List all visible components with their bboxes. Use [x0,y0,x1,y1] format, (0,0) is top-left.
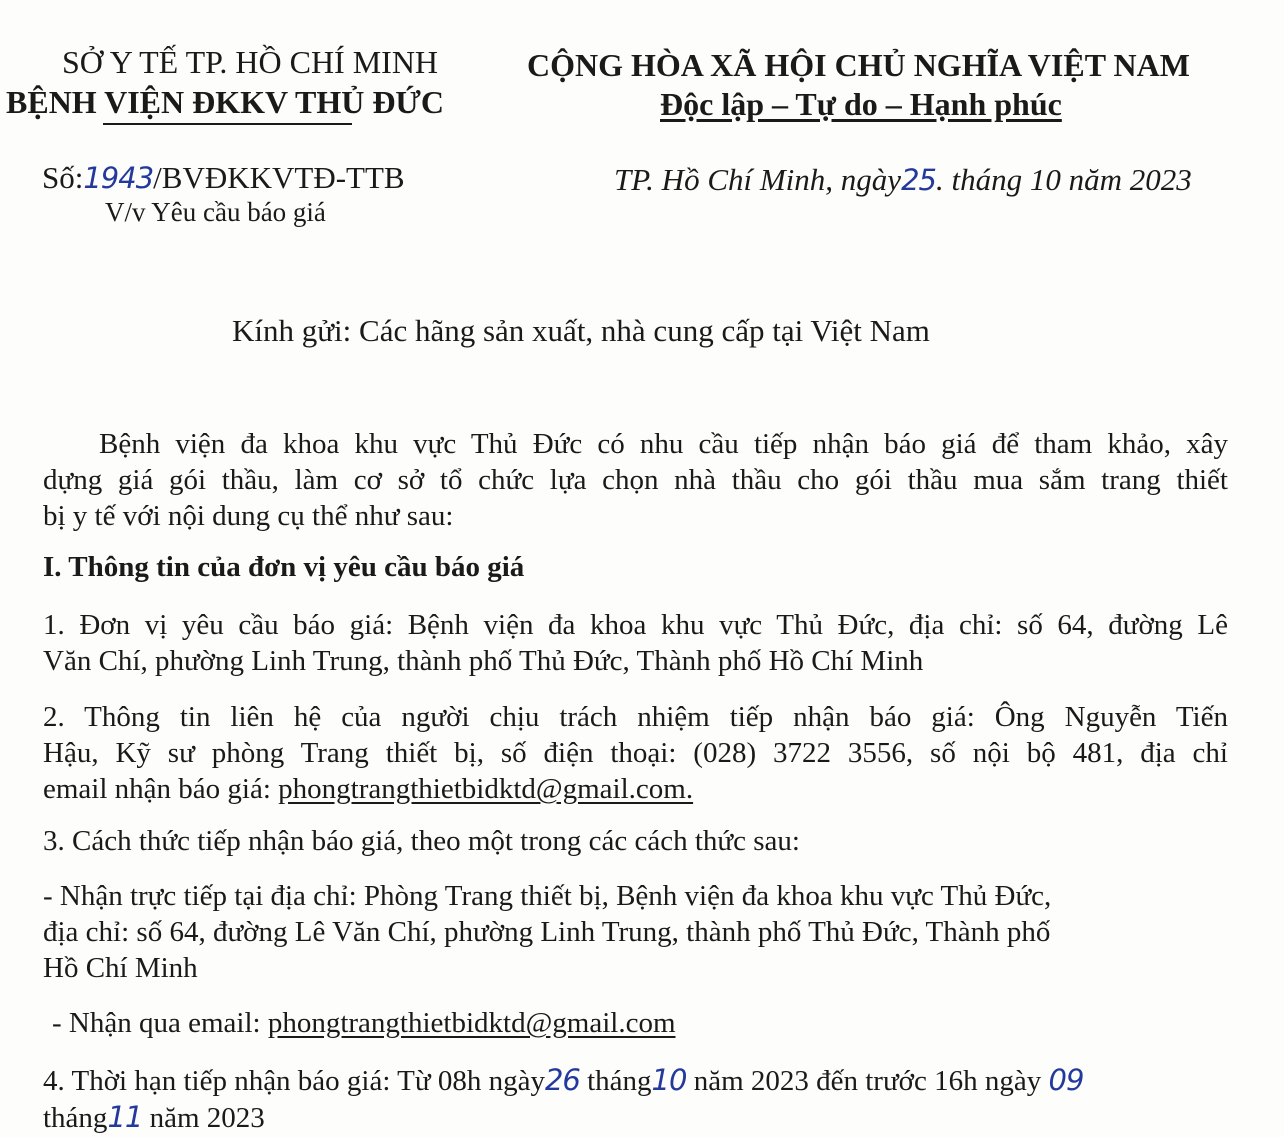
nation-title: CỘNG HÒA XÃ HỘI CHỦ NGHĨA VIỆT NAM [527,47,1190,83]
item2-line: 2. Thông tin liên hệ của người chịu trách nhiệm tiếp nhận báo giá: Ông Nguyễn Tiến [43,701,1228,733]
item4-part4: tháng [43,1102,108,1134]
section1-heading: I. Thông tin của đơn vị yêu cầu báo giá [43,551,525,583]
item2-email-link[interactable]: phongtrangthietbidktd@gmail.com. [278,773,694,805]
item4-month-start-handwritten: 10 [651,1063,687,1097]
doc-number [42,160,405,196]
item4-line [43,1062,1228,1099]
item2-paragraph [43,699,1228,807]
intro-line: bị y tế với nội dung cụ thể như sau: [43,500,454,532]
intro-line: Bệnh viện đa khoa khu vực Thủ Đức có nhu cầu tiếp nhận báo giá để tham khảo, xây [99,428,1228,460]
item3-line: 3. Cách thức tiếp nhận báo giá, theo một trong các cách thức sau: [43,825,800,857]
item3-email-prefix: - Nhận qua email: [52,1007,261,1039]
item1-line: Văn Chí, phường Linh Trung, thành phố Thủ Đức, Thành phố Hồ Chí Minh [43,645,924,677]
item4-line [43,1099,1228,1136]
item1-paragraph [43,607,1228,679]
item4-paragraph [43,1062,1228,1136]
item4-part1: 4. Thời hạn tiếp nhận báo giá: Từ 08h ngày [43,1065,545,1097]
doc-number-handwritten: 1943 [83,161,154,195]
item3-direct-paragraph [43,878,1228,986]
item4-day-start-handwritten: 26 [544,1063,580,1097]
item2-email-line [43,771,1228,807]
intro-line: dựng giá gói thầu, làm cơ sở tổ chức lựa chọn nhà thầu cho gói thầu mua sắm trang thiết [43,464,1228,496]
org-name: BỆNH VIỆN ĐKKV THỦ ĐỨC [6,84,444,120]
item3-email-line [52,1007,676,1040]
item3-direct-line: - Nhận trực tiếp tại địa chỉ: Phòng Trang thiết bị, Bệnh viện đa khoa khu vực Thủ Đức, [43,880,1052,912]
motto: Độc lập – Tự do – Hạnh phúc [660,86,1062,122]
item3-direct-line: địa chỉ: số 64, đường Lê Văn Chí, phường Linh Trung, thành phố Thủ Đức, Thành phố [43,916,1051,948]
intro-paragraph [43,426,1228,534]
date-suffix: tháng 10 năm 2023 [951,162,1192,197]
item4-part2: tháng [587,1065,652,1097]
item3-direct-line: Hồ Chí Minh [43,952,198,984]
item1-line: 1. Đơn vị yêu cầu báo giá: Bệnh viện đa khoa khu vực Thủ Đức, địa chỉ: số 64, đường Lê [43,609,1228,641]
item4-part3: năm 2023 đến trước 16h ngày [693,1065,1042,1097]
doc-number-label: Số: [42,160,84,195]
item3-email-link[interactable]: phongtrangthietbidktd@gmail.com [267,1007,676,1039]
item4-month-end-handwritten: 11 [107,1100,143,1134]
doc-number-suffix: /BVĐKKVTĐ-TTB [153,160,405,195]
date-day-handwritten: 25 [901,163,936,197]
item4-part5: năm 2023 [149,1102,265,1134]
recipient-line: Kính gửi: Các hãng sản xuất, nhà cung cấp tại Việt Nam [232,313,930,348]
item4-day-end-handwritten: 09 [1048,1063,1084,1097]
item2-line: Hậu, Kỹ sư phòng Trang thiết bị, số điện thoại: (028) 3722 3556, số nội bộ 481, địa chỉ [43,737,1228,769]
doc-date: TP. Hồ Chí Minh, ngày25. tháng 10 năm 2023 [614,162,1192,197]
doc-subject: V/v Yêu cầu báo giá [105,197,326,227]
date-prefix: TP. Hồ Chí Minh, ngày [614,162,902,197]
org-name-underline [103,123,352,125]
item2-email-prefix: email nhận báo giá: [43,773,271,805]
org-parent: SỞ Y TẾ TP. HỒ CHÍ MINH [62,44,439,80]
